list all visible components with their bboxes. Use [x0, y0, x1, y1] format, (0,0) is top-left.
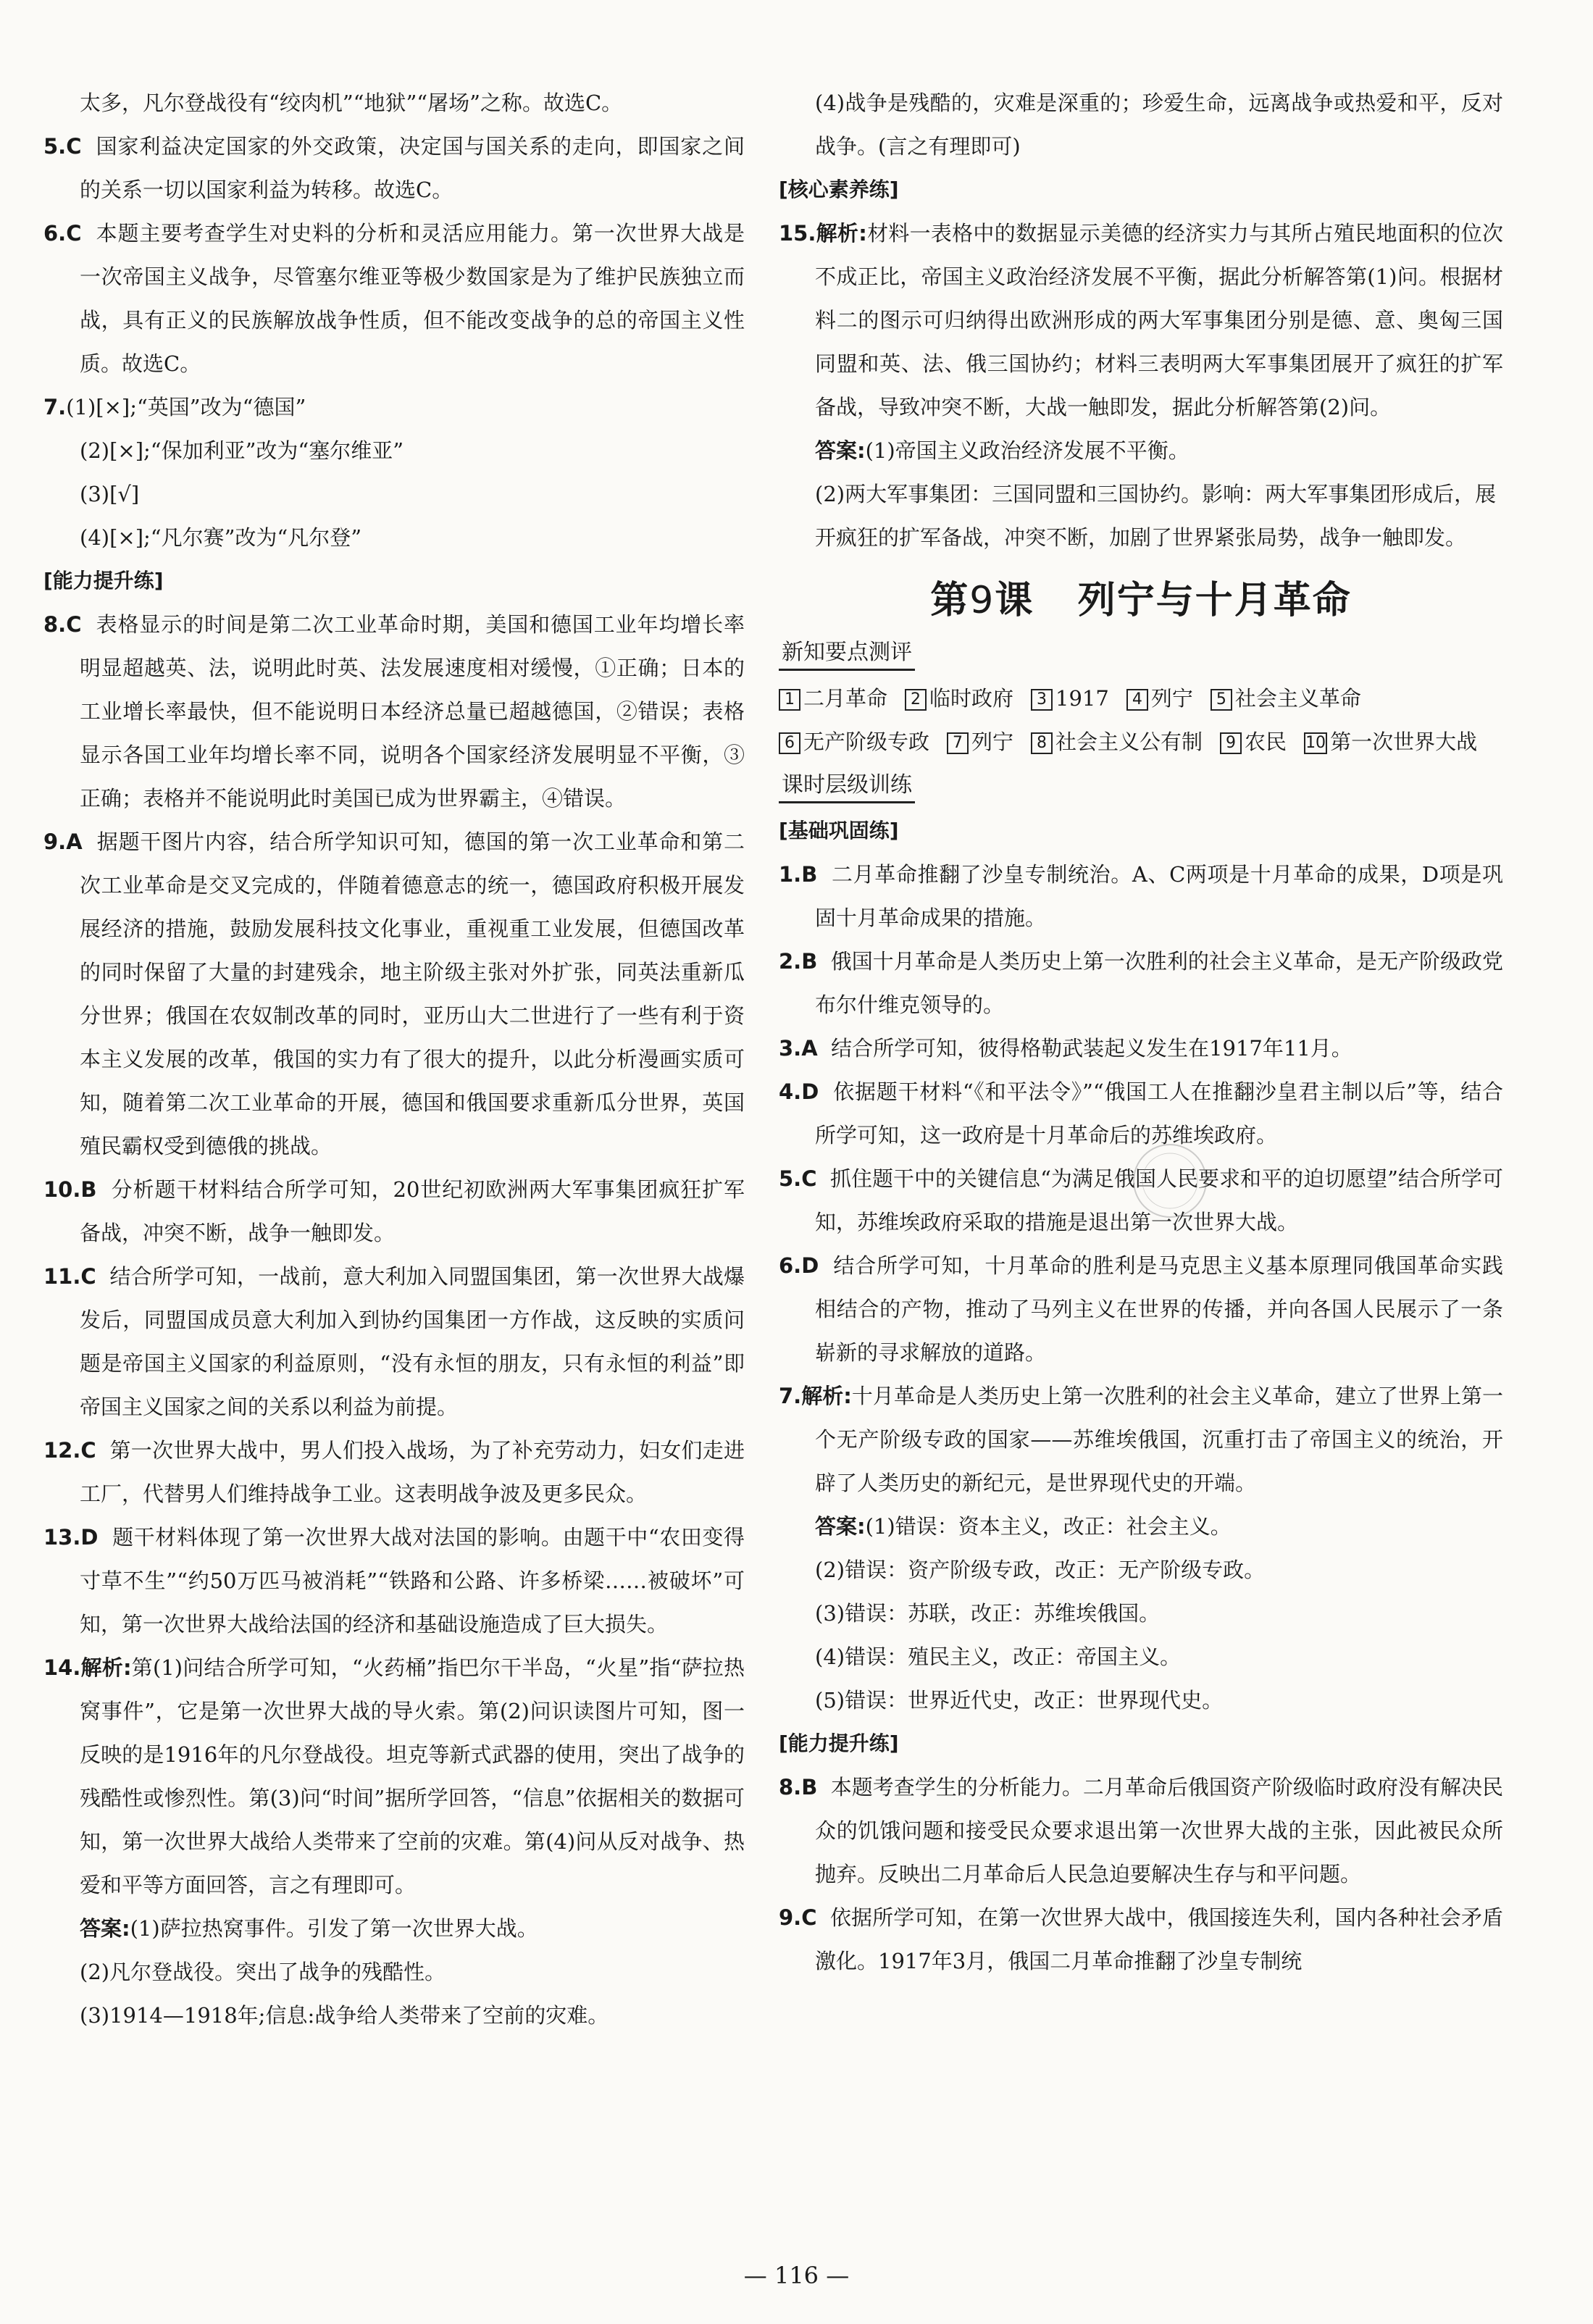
key-point-number: 8	[1031, 732, 1053, 754]
analysis-label: 解析:	[816, 221, 867, 246]
answer-num: 7.	[43, 395, 67, 419]
right-column	[779, 81, 1503, 1983]
answer-sub: (4)[×];“凡尔赛”改为“凡尔登”	[80, 525, 362, 550]
answer-part: (5)错误：世界近代史，改正：世界现代史。	[815, 1688, 1224, 1713]
answer-text: 十月革命是人类历史上第一次胜利的社会主义革命，建立了世界上第一个无产阶级专政的国家——苏维埃俄国，沉重打击了帝国主义的统治，开辟了人类历史的新纪元，是世界现代史的开端。	[815, 1384, 1503, 1495]
key-point-number: 10	[1304, 732, 1327, 754]
answer-text: 分析题干材料结合所学可知，20世纪初欧洲两大军事集团疯狂扩军备战，冲突不断，战争一触即发。	[80, 1177, 745, 1245]
answer-num: 11.C	[43, 1264, 96, 1289]
answer-text: 第一次世界大战中，男人们投入战场，为了补充劳动力，妇女们走进工厂，代替男人们维持战争工业。这表明战争波及更多民众。	[80, 1438, 745, 1506]
answer-text: 表格显示的时间是第二次工业革命时期，美国和德国工业年均增长率明显超越英、法，说明此时英、法发展速度相对缓慢，①正确；日本的工业增长率最快，但不能说明日本经济总量已超越德国，②错误；表格显示各国工业年均增长率不同，说明各个国家经济发展明显不平衡，③正确；表格并不能说明此时美国已成为世界霸主，④错误。	[80, 612, 745, 811]
section-core: [核心素养练]	[779, 177, 899, 201]
answer-num: 9.A	[43, 829, 83, 854]
answer-6	[43, 212, 745, 385]
answer-text: 依据所学可知，在第一次世界大战中，俄国接连失利，国内各种社会矛盾激化。1917年3月，俄国二月革命推翻了沙皇专制统	[815, 1905, 1503, 1973]
answer-r1	[779, 853, 1503, 940]
answer-text: 题干材料体现了第一次世界大战对法国的影响。由题干中“农田变得寸草不生”“约50万匹马被消耗”“铁路和公路、许多桥梁……被破坏”可知，第一次世界大战给法国的经济和基础设施造成了巨大损失。	[80, 1525, 745, 1637]
answer-part: (2)错误：资产阶级专政，改正：无产阶级专政。	[815, 1558, 1266, 1582]
answer-text: 依据题干材料“《和平法令》”“俄国工人在推翻沙皇君主制以后”等，结合所学可知，这一政府是十月革命后的苏维埃政府。	[815, 1079, 1503, 1148]
answer-part: (3)1914—1918年;信息:战争给人类带来了空前的灾难。	[80, 2003, 609, 2028]
key-point-text: 无产阶级专政	[803, 730, 930, 754]
answer-label: 答案:	[80, 1916, 130, 1941]
answer-r3	[779, 1027, 1503, 1070]
answer-10	[43, 1168, 745, 1255]
answer-num: 10.B	[43, 1177, 97, 1202]
answer-num: 14.	[43, 1655, 81, 1680]
key-point	[1304, 720, 1477, 764]
key-point-number: 6	[779, 732, 800, 754]
key-point-text: 1917	[1055, 686, 1109, 711]
answer-5	[43, 125, 745, 212]
answer-num: 12.C	[43, 1438, 96, 1463]
key-point-number: 1	[779, 689, 800, 711]
left-continued-text: 太多，凡尔登战役有“绞肉机”“地狱”“屠场”之称。故选C。	[80, 91, 623, 115]
right-continued-text: (4)战争是残酷的，灾难是深重的；珍爱生命，远离战争或热爱和平，反对战争。(言之有理即可)	[815, 91, 1503, 159]
key-point-text: 第一次世界大战	[1330, 730, 1478, 754]
answer-num: 7.	[779, 1384, 802, 1408]
answer-part: (3)错误：苏联，改正：苏维埃俄国。	[815, 1601, 1161, 1626]
answer-num: 1.B	[779, 862, 818, 887]
key-point-text: 社会主义公有制	[1055, 730, 1203, 754]
key-point	[947, 720, 1013, 764]
section-ability-right: [能力提升练]	[779, 1731, 899, 1755]
answer-label: 答案:	[815, 438, 866, 463]
lesson-name: 列宁与十月革命	[1077, 579, 1352, 622]
answer-num: 13.D	[43, 1525, 99, 1550]
answer-text: 结合所学可知，十月革命的胜利是马克思主义基本原理同俄国革命实践相结合的产物，推动了马列主义在世界的传播，并向各国人民展示了一条崭新的寻求解放的道路。	[815, 1253, 1503, 1365]
answer-num: 4.D	[779, 1079, 819, 1104]
answer-part: (1)萨拉热窝事件。引发了第一次世界大战。	[130, 1916, 538, 1941]
answer-text: 据题干图片内容，结合所学知识可知，德国的第一次工业革命和第二次工业革命是交叉完成的，伴随着德意志的统一，德国政府积极开展发展经济的措施，鼓励发展科技文化事业，重视重工业发展，但德国改革的同时保留了大量的封建残余，地主阶级主张对外扩张，同英法重新瓜分世界；俄国在农奴制改革的同时，亚历山大二世进行了一些有利于资本主义发展的改革，俄国的实力有了很大的提升，以此分析漫画实质可知，随着第二次工业革命的开展，德国和俄国要求重新瓜分世界，英国殖民霸权受到德俄的挑战。	[80, 829, 745, 1158]
section-new-knowledge: 新知要点测评	[779, 637, 915, 671]
key-point	[1031, 720, 1203, 764]
page-number: — 116 —	[743, 2262, 850, 2289]
answer-text: 结合所学可知，一战前，意大利加入同盟国集团，第一次世界大战爆发后，同盟国成员意大利加入到协约国集团一方作战，这反映的实质问题是帝国主义国家的利益原则，“没有永恒的朋友，只有永恒的利益”即帝国主义国家之间的关系以利益为前提。	[80, 1264, 745, 1419]
answer-num: 3.A	[779, 1036, 818, 1061]
answer-r8	[779, 1765, 1503, 1896]
key-point-number: 4	[1126, 689, 1148, 711]
key-point-number: 2	[905, 689, 927, 711]
key-point	[779, 677, 887, 720]
lesson-title	[779, 569, 1503, 624]
answer-part: (2)凡尔登战役。突出了战争的残酷性。	[80, 1960, 446, 1984]
watermark-stamp	[1130, 1141, 1210, 1221]
answer-sub: (3)[√]	[80, 482, 140, 506]
answer-text: 二月革命推翻了沙皇专制统治。A、C两项是十月革命的成果，D项是巩固十月革命成果的措施。	[815, 862, 1503, 930]
answer-part: (4)错误：殖民主义，改正：帝国主义。	[815, 1644, 1182, 1669]
section-basic: [基础巩固练]	[779, 819, 899, 843]
answer-num: 8.B	[779, 1775, 818, 1800]
answer-label: 答案:	[815, 1514, 866, 1539]
analysis-label: 解析:	[80, 1655, 132, 1680]
key-point-text: 列宁	[1150, 686, 1193, 711]
answer-num: 5.C	[779, 1166, 817, 1191]
answer-num: 6.C	[43, 221, 82, 246]
answer-line	[43, 1907, 745, 1950]
answer-r6	[779, 1244, 1503, 1374]
answer-11	[43, 1255, 745, 1429]
answer-12	[43, 1429, 745, 1516]
key-point-number: 7	[947, 732, 969, 754]
answer-line	[779, 1505, 1503, 1548]
answer-num: 5.C	[43, 134, 82, 159]
answer-r7	[779, 1374, 1503, 1505]
answer-text: 国家利益决定国家的外交政策，决定国与国关系的走向，即国家之间的关系一切以国家利益为转移。故选C。	[80, 134, 745, 202]
answer-sub: (2)[×];“保加利亚”改为“塞尔维亚”	[80, 438, 404, 463]
key-point-number: 9	[1220, 732, 1242, 754]
key-point-text: 临时政府	[929, 686, 1014, 711]
key-point	[905, 677, 1013, 720]
key-point-number: 5	[1211, 689, 1232, 711]
answer-text: 结合所学可知，彼得格勒武装起义发生在1917年11月。	[831, 1036, 1352, 1061]
answer-text: 抓住题干中的关键信息“为满足俄国人民要求和平的迫切愿望”结合所学可知，苏维埃政府采取的措施是退出第一次世界大战。	[815, 1166, 1504, 1234]
answer-7	[43, 385, 745, 429]
section-ability: [能力提升练]	[43, 569, 164, 593]
key-point-text: 列宁	[971, 730, 1014, 754]
answer-13	[43, 1516, 745, 1646]
answer-text: 第(1)问结合所学可知，“火药桶”指巴尔干半岛，“火星”指“萨拉热窝事件”，它是第一次世界大战的导火索。第(2)问识读图片可知，图一反映的是1916年的凡尔登战役。坦克等新式武器的使用，突出了战争的残酷性或惨烈性。第(3)问“时间”据所学回答，“信息”依据相关的数据可知，第一次世界大战给人类带来了空前的灾难。第(4)问从反对战争、热爱和平等方面回答，言之有理即可。	[80, 1655, 745, 1897]
answer-8	[43, 603, 745, 820]
answer-text: 俄国十月革命是人类历史上第一次胜利的社会主义革命，是无产阶级政党布尔什维克领导的。	[815, 949, 1503, 1017]
answer-num: 8.C	[43, 612, 82, 637]
key-point-number: 3	[1031, 689, 1053, 711]
left-column	[43, 81, 745, 2037]
key-point	[1211, 677, 1361, 720]
lesson-suffix: 课	[995, 579, 1034, 622]
key-point-text: 社会主义革命	[1234, 686, 1361, 711]
answer-15	[779, 212, 1503, 429]
answer-r2	[779, 940, 1503, 1027]
answer-14	[43, 1646, 745, 1907]
key-point-text: 二月革命	[803, 686, 888, 711]
answer-line	[779, 429, 1503, 472]
answer-part: (2)两大军事集团：三国同盟和三国协约。影响：两大军事集团形成后，展开疯狂的扩军备战，冲突不断，加剧了世界紧张局势，战争一触即发。	[815, 482, 1497, 550]
answer-part: (1)错误：资本主义，改正：社会主义。	[865, 1514, 1232, 1539]
key-point	[1031, 677, 1109, 720]
key-point	[779, 720, 929, 764]
section-class-training: 课时层级训练	[779, 769, 915, 803]
analysis-label: 解析:	[801, 1384, 852, 1408]
lesson-number: 9	[969, 579, 995, 622]
key-point	[1126, 677, 1193, 720]
answer-text: 材料一表格中的数据显示美德的经济实力与其所占殖民地面积的位次不成正比，帝国主义政治经济发展不平衡，据此分析解答第(1)问。根据材料二的图示可归纳得出欧洲形成的两大军事集团分别是德、意、奥匈三国同盟和英、法、俄三国协约；材料三表明两大军事集团展开了疯狂的扩军备战，导致冲突不断，大战一触即发，据此分析解答第(2)问。	[815, 221, 1503, 419]
key-point-text: 农民	[1245, 730, 1287, 754]
answer-9	[43, 820, 745, 1168]
answer-num: 2.B	[779, 949, 818, 974]
key-points	[779, 677, 1503, 764]
answer-r9	[779, 1896, 1503, 1983]
answer-num: 15.	[779, 221, 816, 246]
answer-text: 本题主要考查学生对史料的分析和灵活应用能力。第一次世界大战是一次帝国主义战争，尽管塞尔维亚等极少数国家是为了维护民族独立而战，具有正义的民族解放战争性质，但不能改变战争的总的帝国主义性质。故选C。	[80, 221, 745, 376]
lesson-prefix: 第	[930, 579, 970, 622]
answer-num: 9.C	[779, 1905, 817, 1930]
key-point	[1220, 720, 1287, 764]
answer-sub: (1)[×];“英国”改为“德国”	[66, 395, 306, 419]
answer-part: (1)帝国主义政治经济发展不平衡。	[865, 438, 1189, 463]
answer-text: 本题考查学生的分析能力。二月革命后俄国资产阶级临时政府没有解决民众的饥饿问题和接受民众要求退出第一次世界大战的主张，因此被民众所抛弃。反映出二月革命后人民急迫要解决生存与和平问题。	[815, 1775, 1503, 1886]
answer-num: 6.D	[779, 1253, 819, 1278]
